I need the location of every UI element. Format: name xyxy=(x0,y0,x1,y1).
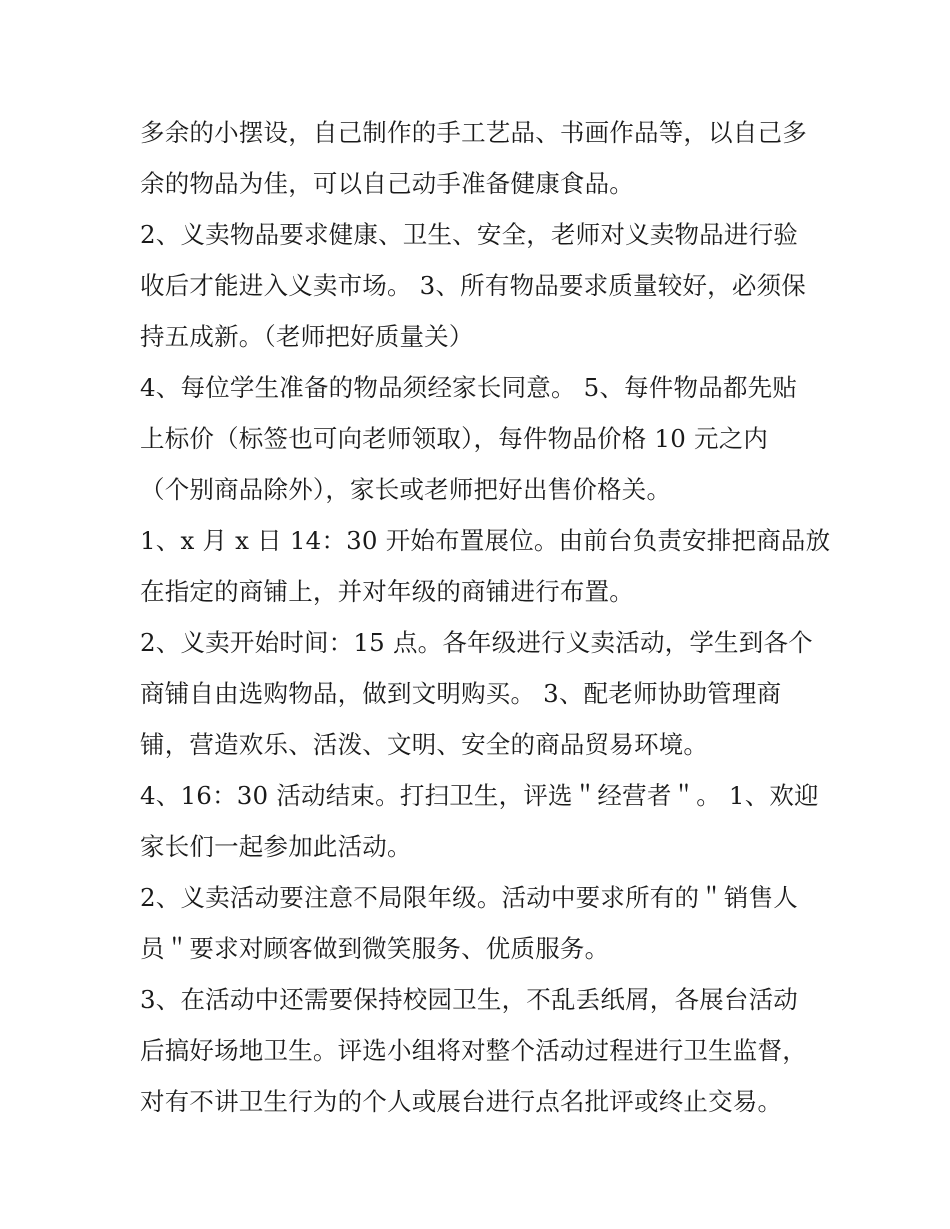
text-line: 商铺自由选购物品，做到文明购买。 3、配老师协助管理商 xyxy=(140,679,782,708)
text-line: 对有不讲卫生行为的个人或展台进行点名批评或终止交易。 xyxy=(140,1087,783,1116)
text-line: 余的物品为佳，可以自己动手准备健康食品。 xyxy=(140,169,634,198)
text-line: 在指定的商铺上，并对年级的商铺进行布置。 xyxy=(140,577,634,606)
text-line: 2、义卖物品要求健康、卫生、安全，老师对义卖物品进行验 xyxy=(140,220,798,249)
text-line: 4、16：30 活动结束。打扫卫生，评选＂经营者＂。 1、欢迎 xyxy=(140,781,819,810)
text-line: 2、义卖活动要注意不局限年级。活动中要求所有的＂销售人 xyxy=(140,883,798,912)
document-body xyxy=(140,107,831,1127)
text-line: 铺，营造欢乐、活泼、文明、安全的商品贸易环境。 xyxy=(140,730,709,759)
text-line: 4、每位学生准备的物品须经家长同意。 5、每件物品都先贴 xyxy=(140,373,798,402)
text-line: 家长们一起参加此活动。 xyxy=(140,832,412,861)
text-line: 多余的小摆设，自己制作的手工艺品、书画作品等，以自己多 xyxy=(140,118,807,147)
text-line: 收后才能进入义卖市场。 3、所有物品要求质量较好，必须保 xyxy=(140,271,806,300)
text-line: 2、义卖开始时间：15 点。各年级进行义卖活动，学生到各个 xyxy=(140,628,813,657)
text-line: 员＂要求对顾客做到微笑服务、优质服务。 xyxy=(140,934,610,963)
text-line: 上标价（标签也可向老师领取），每件物品价格 10 元之内 xyxy=(140,424,769,453)
text-line: 1、x 月 x 日 14：30 开始布置展位。由前台负责安排把商品放 xyxy=(140,526,831,555)
text-line: 持五成新。（老师把好质量关） xyxy=(140,322,474,351)
text-line: （个别商品除外），家长或老师把好出售价格关。 xyxy=(140,475,672,504)
text-line: 后搞好场地卫生。评选小组将对整个活动过程进行卫生监督， xyxy=(140,1036,807,1065)
text-line: 3、在活动中还需要保持校园卫生，不乱丢纸屑，各展台活动 xyxy=(140,985,798,1014)
